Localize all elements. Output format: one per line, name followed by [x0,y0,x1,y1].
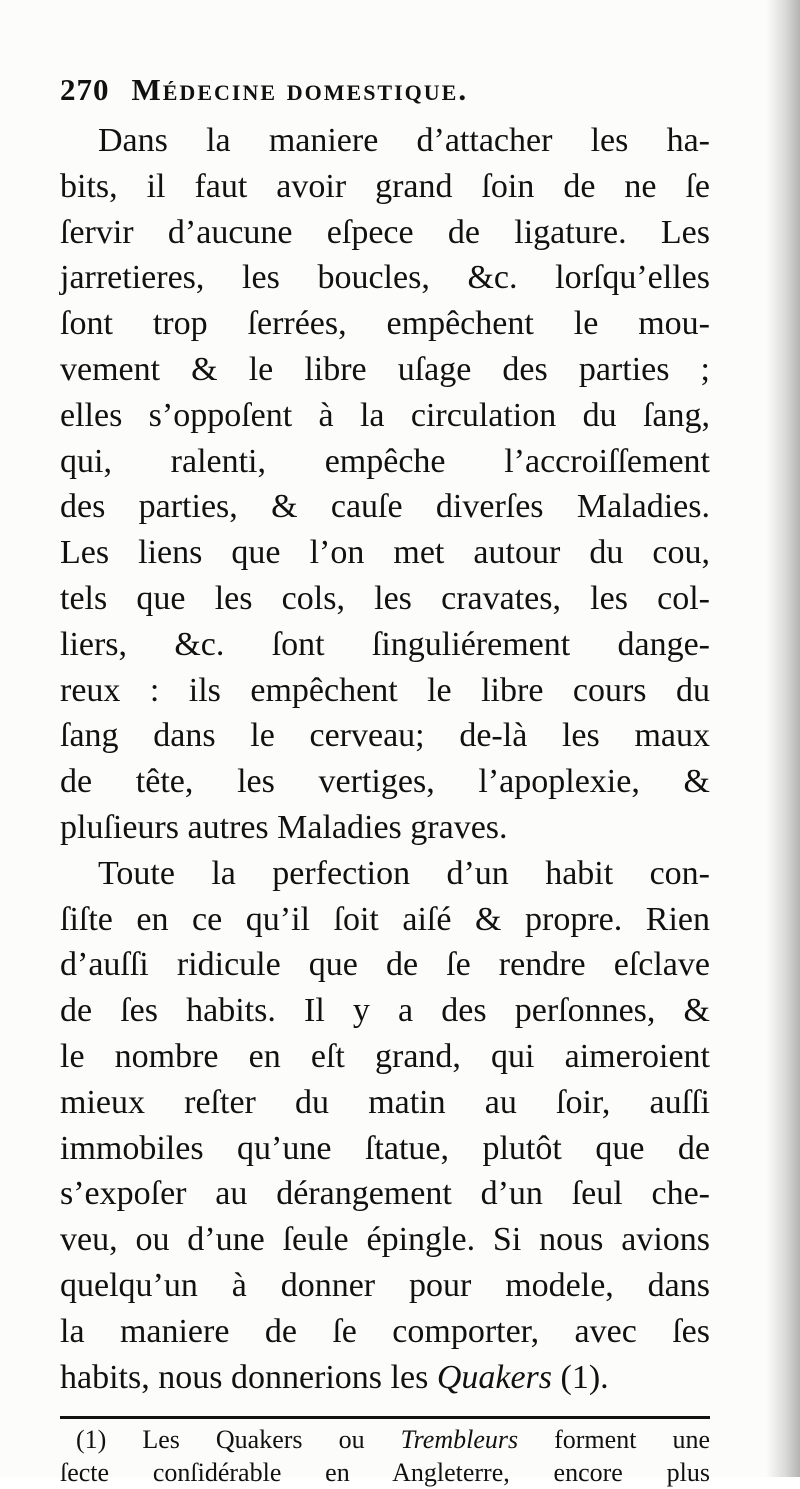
text-line: elles s’oppoſent à la circulation du ſang, [60,396,710,434]
text-line: reux : ils empêchent le libre cours du [60,671,710,709]
running-header [60,72,710,118]
text-line: s’expoſer au dérangement d’un ſeul che- [60,1175,710,1213]
page-content [60,72,710,1489]
text-line: qui, ralenti, empêche l’accroiſſement [60,442,710,480]
text-line: ſervir d’aucune eſpece de ligature. Les [60,213,710,251]
running-title: Médecine domestique. [131,72,469,107]
text-line [60,1355,710,1401]
italic-term: Quakers [436,1358,553,1396]
text-segment: habits, nous donnerions les [60,1358,437,1396]
body-text [60,118,710,1400]
footnote-line [60,1423,710,1456]
text-line: la maniere de ſe comporter, avec ſes [60,1312,710,1350]
text-line: Dans la maniere d’attacher les ha- [98,122,710,159]
footnote-italic-term: Trembleurs [400,1425,519,1455]
text-line: liers, &c. ſont ſinguliérement dange- [60,625,710,663]
footnote [60,1423,710,1489]
text-line: des parties, & cauſe diverſes Maladies. [60,488,710,526]
footnote-text: (1) Les Quakers ou [76,1425,401,1455]
text-line: ſang dans le cerveau; de-là les maux [60,717,710,755]
text-line: jarretieres, les boucles, &c. lorſqu’elles [60,259,710,297]
text-line: pluſieurs autres Maladies graves. [60,808,508,846]
text-line: Toute la perfection d’un habit con- [98,854,710,892]
footnote-rule [60,1416,710,1419]
footnote-line: ſecte conſidérable en Angleterre, encore plus [60,1458,710,1488]
page-gutter-shadow [766,0,800,1477]
text-segment: (1). [552,1358,609,1396]
text-line: vement & le libre uſage des parties ; [60,350,710,388]
text-line: d’auſſi ridicule que de ſe rendre eſclave [60,946,710,984]
text-line: veu, ou d’une ſeule épingle. Si nous avions [60,1221,710,1259]
text-line: de ſes habits. Il y a des perſonnes, & [60,992,710,1030]
page-number: 270 [60,72,110,107]
text-line: de tête, les vertiges, l’apoplexie, & [60,763,710,801]
footnote-text: forment une [518,1425,710,1455]
text-line: bits, il faut avoir grand ſoin de ne ſe [60,167,710,205]
text-line: quelqu’un à donner pour modele, dans [60,1266,710,1304]
text-line: ſont trop ſerrées, empêchent le mou- [60,305,710,343]
text-line: mieux reſter du matin au ſoir, auſſi [60,1083,710,1121]
text-line: le nombre en eſt grand, qui aimeroient [60,1037,710,1075]
text-line: tels que les cols, les cravates, les col- [60,579,710,617]
text-line: immobiles qu’une ſtatue, plutôt que de [60,1129,710,1167]
text-line: ſiſte en ce qu’il ſoit aiſé & propre. Rien [60,900,710,938]
text-line: Les liens que l’on met autour du cou, [60,534,710,572]
